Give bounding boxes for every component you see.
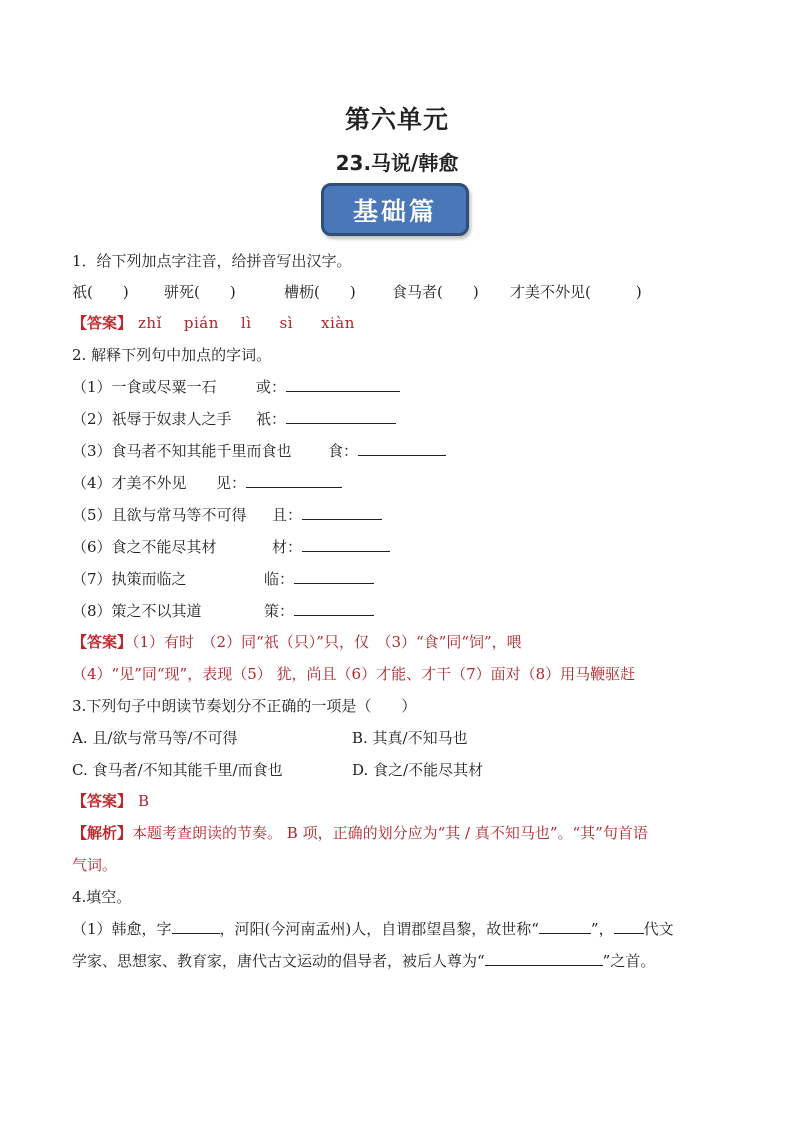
question-2-fill	[272, 505, 382, 525]
analysis-highlight: “其 / 真不知马也”。	[437, 824, 573, 842]
question-3-option-d[interactable]: D. 食之/不能尽其材	[352, 761, 484, 779]
question-1-answer	[72, 313, 355, 333]
analysis-label: 【解析】	[72, 824, 133, 842]
answer-text: （1）有时 （2）同“祇（只）”只，仅 （3）“食”同“饲”，喂	[132, 633, 522, 651]
question-2-answer-continued: （4）“见”同“现”，表现（5） 犹，尚且（6）才能、才干（7）面对（8）用马鞭驱赶	[72, 665, 636, 683]
item-word: 见：	[216, 474, 247, 492]
question-2-item	[72, 505, 247, 525]
question-2-item	[72, 441, 292, 461]
question-2-item	[72, 377, 217, 397]
pinyin-answer: xiàn	[321, 314, 355, 332]
answer-label: 【答案】	[72, 633, 133, 651]
section-badge-label: 基础篇	[352, 196, 437, 226]
fill-text: ”之首。	[602, 952, 656, 970]
answer-blank[interactable]	[358, 441, 446, 456]
item-word: 或：	[256, 378, 287, 396]
question-1-item: 骈死( )	[164, 283, 236, 301]
pinyin-answer: pián	[183, 314, 219, 332]
item-word: 策：	[264, 602, 295, 620]
pinyin-answer: lì	[240, 314, 252, 332]
question-2-item	[72, 537, 217, 557]
question-1-item: 槽枥( )	[284, 283, 356, 301]
question-2-answer	[72, 632, 522, 652]
answer-blank[interactable]	[294, 569, 374, 584]
analysis-highlight: “其”	[572, 824, 603, 842]
answer-label: 【答案】	[72, 314, 133, 332]
question-2-fill	[256, 409, 396, 429]
answer-text: B	[138, 792, 150, 810]
question-1-item: 食马者( )	[392, 283, 479, 301]
question-3-answer	[72, 791, 149, 811]
question-1-stem: 1．给下列加点字注音，给拼音写出汉字。	[72, 252, 352, 270]
question-2-fill	[216, 473, 342, 493]
fill-text: ，河阳(今河南孟州)人，自谓郡望昌黎，故世称“	[219, 920, 539, 938]
fill-text: 代文	[643, 920, 674, 938]
item-word: 且：	[272, 506, 303, 524]
question-3-analysis	[72, 823, 648, 843]
item-word: 临：	[264, 570, 295, 588]
item-word: 食：	[328, 442, 359, 460]
section-badge	[321, 183, 469, 236]
question-2-fill	[256, 377, 400, 397]
fill-text: ”，	[590, 920, 614, 938]
question-2-fill	[328, 441, 446, 461]
answer-blank[interactable]	[302, 537, 390, 552]
answer-blank[interactable]	[246, 473, 342, 488]
answer-blank[interactable]	[294, 601, 374, 616]
pinyin-answer: zhǐ	[138, 314, 162, 332]
question-3-option-a[interactable]: A. 且/欲与常马等/不可得	[72, 729, 238, 747]
question-2-item	[72, 569, 187, 589]
question-1-item: 祇( )	[72, 283, 129, 301]
question-2-item	[72, 409, 232, 429]
question-3-analysis-continued: 气词。	[72, 856, 118, 874]
question-3-option-b[interactable]: B. 其真/不知马也	[352, 729, 468, 747]
question-1-item: 才美不外见( )	[510, 283, 642, 301]
question-4-line-1	[72, 919, 674, 939]
question-3-stem: 3.下列句子中朗读节奏划分不正确的一项是（ ）	[72, 697, 417, 715]
answer-blank[interactable]	[614, 919, 644, 934]
item-sentence: （6）食之不能尽其材	[72, 538, 217, 556]
lesson-title: 23.马说/韩愈	[335, 151, 459, 175]
pinyin-answer: sì	[279, 314, 294, 332]
answer-blank[interactable]	[286, 377, 400, 392]
answer-blank[interactable]	[539, 919, 591, 934]
question-2-fill	[264, 569, 374, 589]
item-sentence: （5）且欲与常马等不可得	[72, 506, 247, 524]
question-2-fill	[264, 601, 374, 621]
question-2-stem: 2. 解释下列句中加点的字词。	[72, 346, 272, 364]
answer-blank[interactable]	[302, 505, 382, 520]
item-sentence: （3）食马者不知其能千里而食也	[72, 442, 292, 460]
item-sentence: （4）才美不外见	[72, 474, 187, 492]
answer-blank[interactable]	[485, 951, 603, 966]
question-2-fill	[272, 537, 390, 557]
item-word: 祇：	[256, 410, 287, 428]
item-sentence: （8）策之不以其道	[72, 602, 202, 620]
item-word: 材：	[272, 538, 303, 556]
item-sentence: （7）执策而临之	[72, 570, 187, 588]
answer-label: 【答案】	[72, 792, 133, 810]
question-4-line-2	[72, 951, 655, 971]
question-2-item	[72, 473, 187, 493]
item-sentence: （2）祇辱于奴隶人之手	[72, 410, 232, 428]
answer-blank[interactable]	[172, 919, 220, 934]
analysis-text: 本题考查朗读的节奏。 B 项，正确的划分应为	[132, 824, 438, 842]
answer-blank[interactable]	[286, 409, 396, 424]
unit-title: 第六单元	[344, 105, 449, 134]
fill-text: 学家、思想家、教育家，唐代古文运动的倡导者，被后人尊为“	[72, 952, 485, 970]
question-3-option-c[interactable]: C. 食马者/不知其能千里/而食也	[72, 761, 283, 779]
fill-text: （1）韩愈，字	[72, 920, 172, 938]
question-2-item	[72, 601, 202, 621]
question-4-stem: 4.填空。	[72, 888, 132, 906]
item-sentence: （1）一食或尽粟一石	[72, 378, 217, 396]
analysis-text: 句首语	[602, 824, 648, 842]
